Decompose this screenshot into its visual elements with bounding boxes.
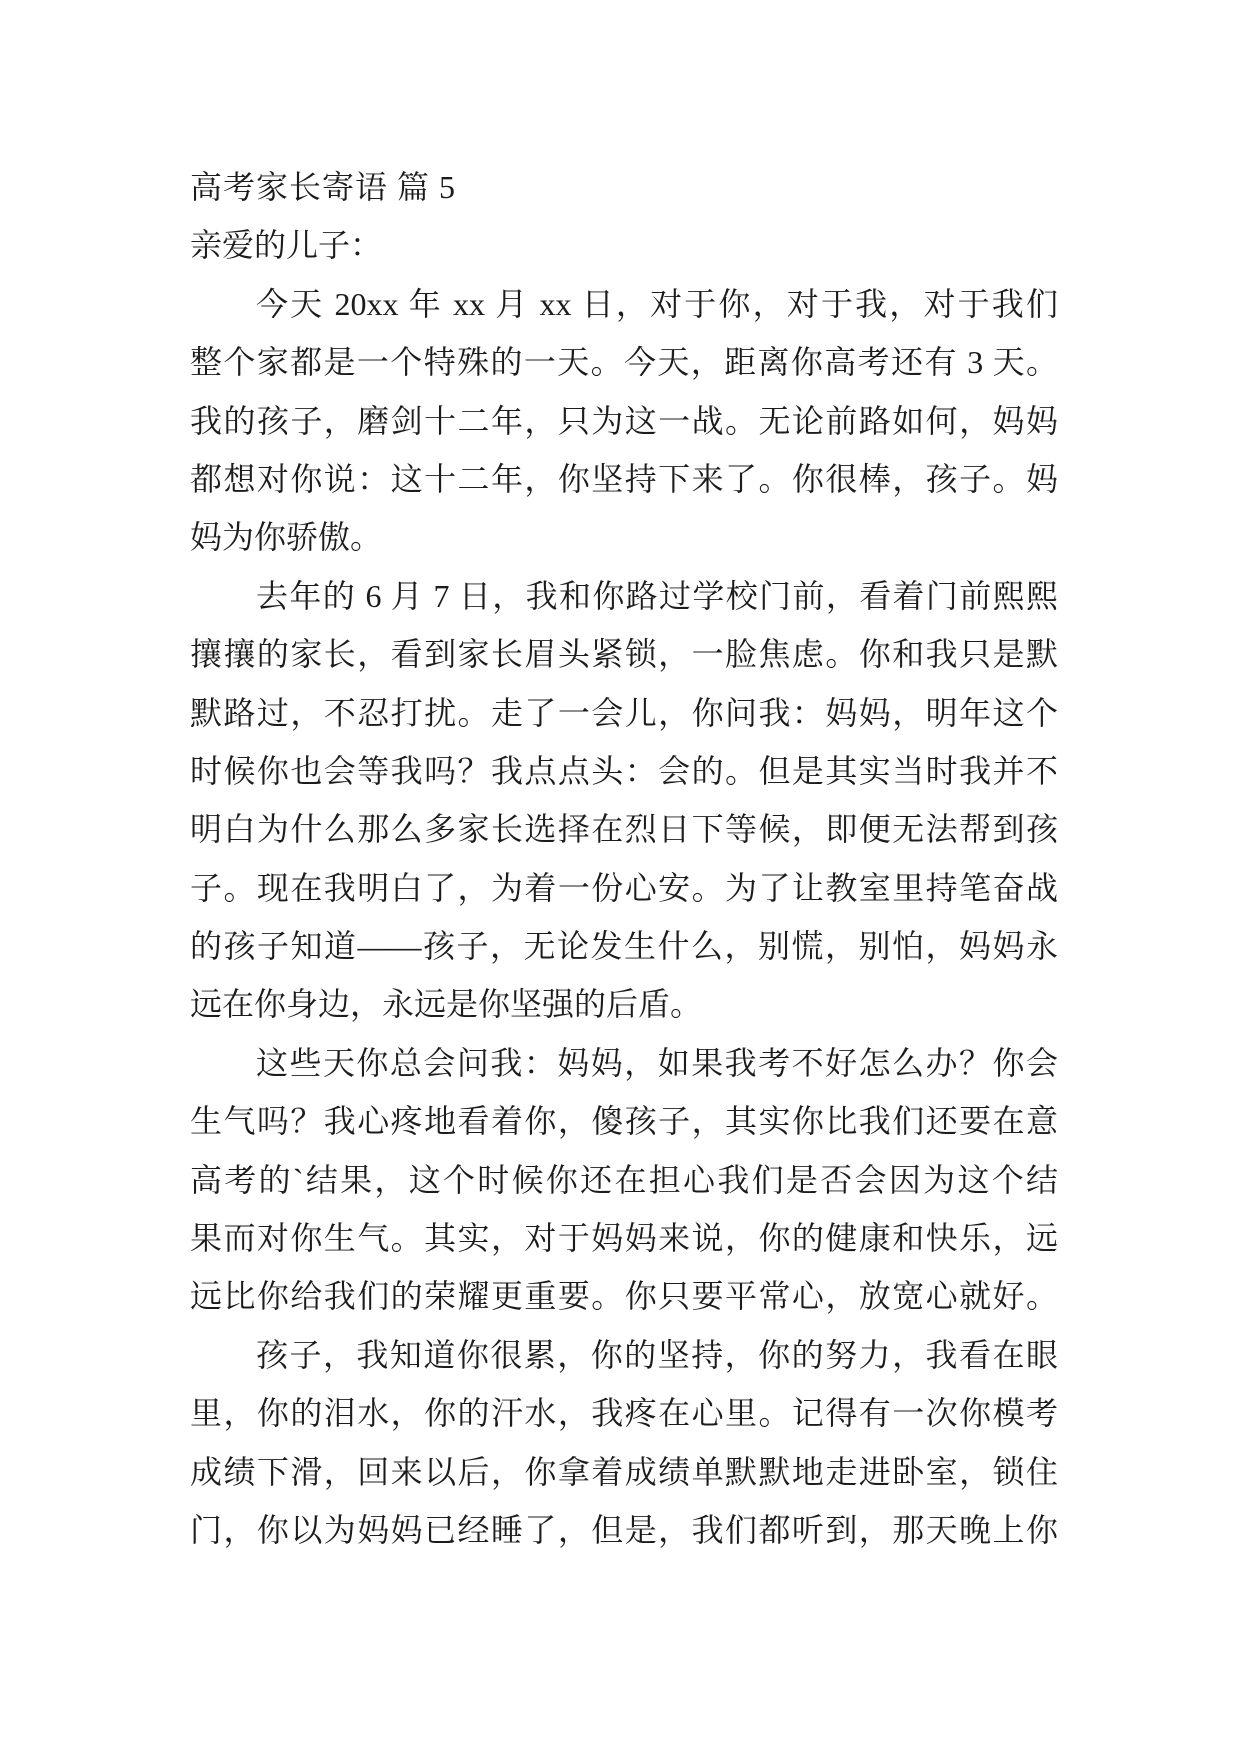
- salutation: 亲爱的儿子：: [190, 227, 383, 264]
- paragraph-line: 时候你也会等我吗？我点点头：会的。但是其实当时我并不: [190, 752, 1058, 789]
- paragraph-2: [190, 567, 1058, 1034]
- paragraph-line: 高考的`结果，这个时候你还在担心我们是否会因为这个结: [190, 1161, 1058, 1198]
- paragraph-line: 远比你给我们的荣耀更重要。你只要平常心，放宽心就好。: [190, 1278, 1058, 1315]
- document-title: 高考家长寄语 篇 5: [190, 169, 457, 205]
- paragraph-line: 这些天你总会问我：妈妈，如果我考不好怎么办？你会: [256, 1044, 1058, 1081]
- paragraph-line: 的孩子知道——孩子，无论发生什么，别慌，别怕，妈妈永: [190, 928, 1058, 965]
- paragraph-line: 去年的 6 月 7 日，我和你路过学校门前，看着门前熙熙: [256, 577, 1058, 614]
- paragraph-line: 孩子，我知道你很累，你的坚持，你的努力，我看在眼: [256, 1336, 1058, 1373]
- paragraph-line: 默路过，不忍打扰。走了一会儿，你问我：妈妈，明年这个: [190, 694, 1058, 731]
- paragraph-3: [190, 1034, 1058, 1326]
- paragraph-line: 我的孩子，磨剑十二年，只为这一战。无论前路如何，妈妈: [190, 402, 1058, 439]
- paragraph-line: 整个家都是一个特殊的一天。今天，距离你高考还有 3 天。: [190, 344, 1058, 381]
- paragraph-line: 妈为你骄傲。: [190, 519, 383, 556]
- paragraph-1: [190, 275, 1058, 567]
- paragraph-line: 子。现在我明白了，为着一份心安。为了让教室里持笔奋战: [190, 869, 1058, 906]
- paragraph-line: 攘攘的家长，看到家长眉头紧锁，一脸焦虑。你和我只是默: [190, 636, 1058, 673]
- paragraph-line: 果而对你生气。其实，对于妈妈来说，你的健康和快乐，远: [190, 1220, 1058, 1257]
- paragraph-line: 明白为什么那么多家长选择在烈日下等候，即便无法帮到孩: [190, 811, 1058, 848]
- paragraph-line: 里，你的泪水，你的汗水，我疼在心里。记得有一次你模考: [190, 1395, 1058, 1432]
- document-page: [190, 158, 1058, 1559]
- paragraph-line: 今天 20xx 年 xx 月 xx 日，对于你，对于我，对于我们: [256, 285, 1058, 322]
- paragraph-4: [190, 1326, 1058, 1560]
- paragraph-line: 成绩下滑，回来以后，你拿着成绩单默默地走进卧室，锁住: [190, 1453, 1058, 1490]
- paragraph-line: 门，你以为妈妈已经睡了，但是，我们都听到，那天晚上你: [190, 1511, 1058, 1548]
- paragraph-line: 生气吗？我心疼地看着你，傻孩子，其实你比我们还要在意: [190, 1103, 1058, 1140]
- paragraph-line: 都想对你说：这十二年，你坚持下来了。你很棒，孩子。妈: [190, 460, 1058, 497]
- paragraph-line: 远在你身边，永远是你坚强的后盾。: [190, 986, 703, 1023]
